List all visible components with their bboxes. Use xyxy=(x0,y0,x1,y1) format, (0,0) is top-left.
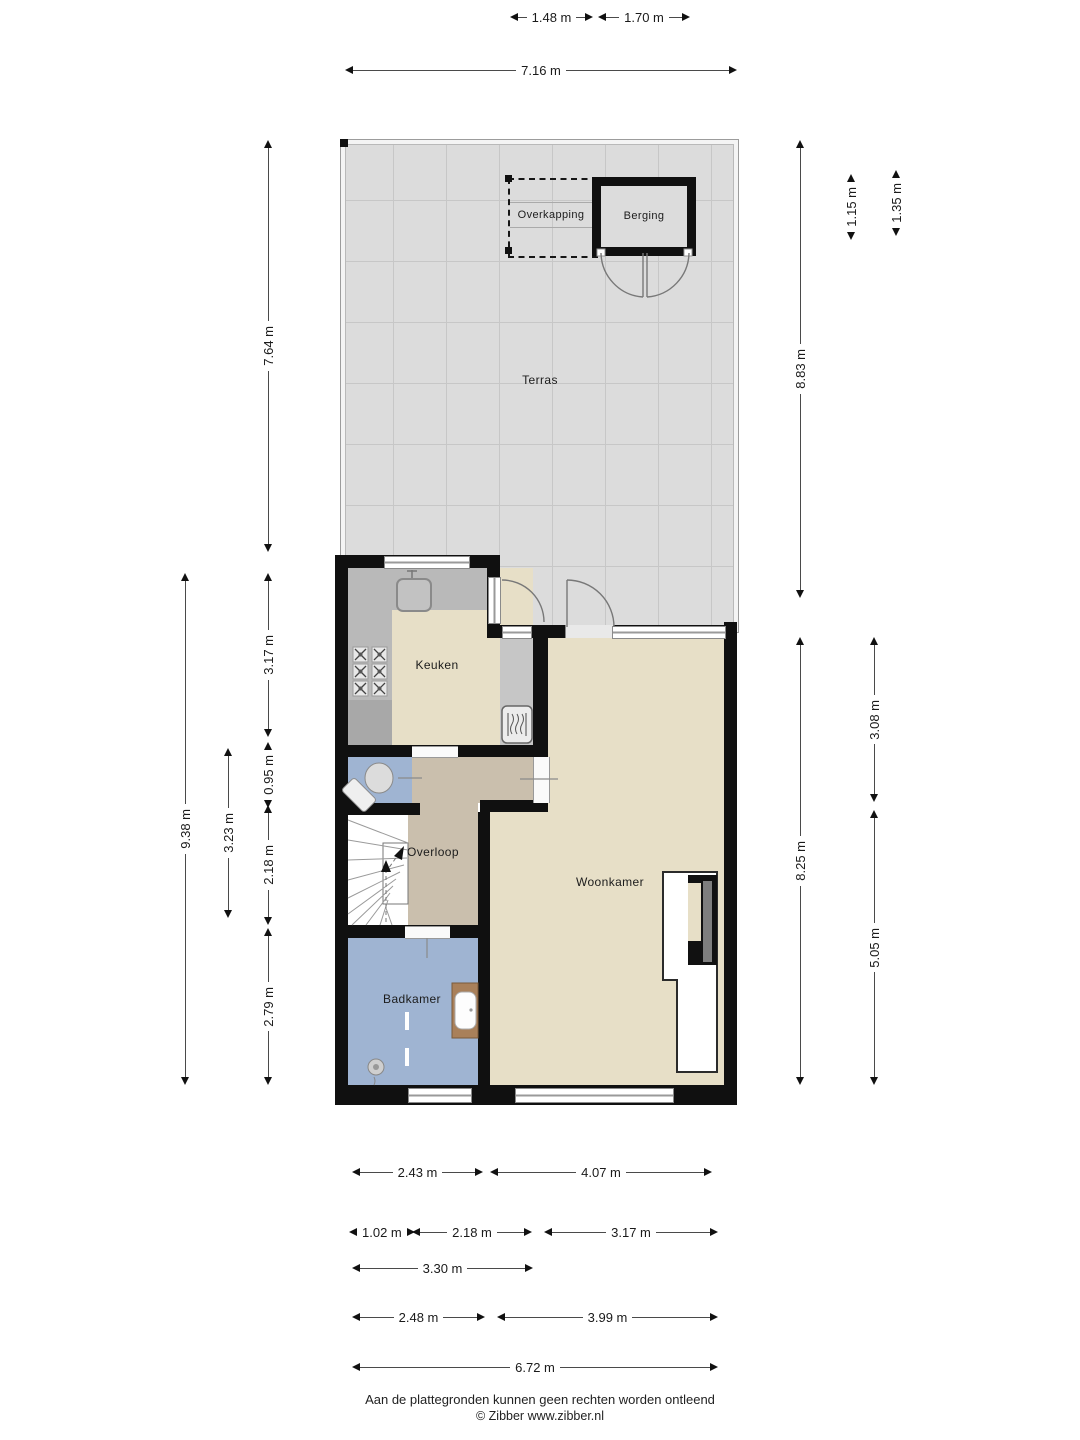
livingroom-floor xyxy=(490,812,548,1085)
bathroom-door-opening xyxy=(405,926,450,939)
canopy-post xyxy=(505,247,512,254)
toilet-floor xyxy=(348,757,412,803)
dimension-left-terrace: 7.64 m xyxy=(261,140,275,552)
terrace-door-opening xyxy=(565,625,614,638)
room-label-overloop: Overloop xyxy=(407,845,459,859)
bathroom-window xyxy=(408,1088,472,1103)
room-label-badkamer: Badkamer xyxy=(383,992,441,1006)
room-label-woonkamer: Woonkamer xyxy=(575,875,645,889)
dimension-bottom-2c: 3.17 m xyxy=(544,1225,718,1239)
living-window-bottom xyxy=(515,1088,674,1103)
footer-disclaimer: Aan de plattegronden kunnen geen rechten worden ontleend xyxy=(365,1392,715,1407)
bathroom-floor xyxy=(348,938,478,1085)
dimension-bottom-3: 3.30 m xyxy=(352,1261,533,1275)
room-label-keuken: Keuken xyxy=(415,658,459,672)
footer-copyright: © Zibber www.zibber.nl xyxy=(475,1409,604,1423)
dimension-right-lower: 5.05 m xyxy=(867,810,881,1085)
kitchen-appliance xyxy=(348,700,392,745)
landing-living-opening xyxy=(533,757,550,803)
canopy-post xyxy=(505,175,512,182)
dimension-right-shed: 1.35 m xyxy=(889,170,903,250)
wall-kitchen-living xyxy=(533,638,548,757)
dimension-left-bath: 2.79 m xyxy=(261,928,275,1085)
dimension-top-total: 7.16 m xyxy=(345,63,737,77)
kitchen-landing-opening xyxy=(412,746,458,758)
kitchen-counter-right xyxy=(500,638,533,757)
dimension-left-kitchen: 3.17 m xyxy=(261,573,275,737)
livingroom-floor xyxy=(548,638,724,1085)
dimension-top-right: 1.70 m xyxy=(598,10,690,24)
dimension-right-canopy: 1.15 m xyxy=(844,174,858,248)
canopy-roofline xyxy=(510,227,594,228)
canopy-roofline xyxy=(510,202,594,203)
dimension-right-terrace: 8.83 m xyxy=(793,140,807,598)
wall-right xyxy=(724,622,737,1105)
kitchen-door xyxy=(488,577,501,624)
dimension-top-left: 1.48 m xyxy=(510,10,593,24)
fence-post xyxy=(340,139,348,147)
dimension-left-hall: 2.18 m xyxy=(261,805,275,925)
dimension-left-total: 9.38 m xyxy=(178,573,192,1085)
wall-toilet-bottom xyxy=(335,803,420,815)
kitchen-window xyxy=(384,556,470,569)
dimension-bottom-4b: 3.99 m xyxy=(497,1310,718,1324)
living-window-small xyxy=(502,626,532,639)
dimension-right-total: 8.25 m xyxy=(793,637,807,1085)
dimension-bottom-1a: 2.43 m xyxy=(352,1165,483,1179)
living-window-top xyxy=(612,626,726,639)
dimension-right-upper: 3.08 m xyxy=(867,637,881,802)
landing-floor xyxy=(408,803,478,925)
wall-bath-living xyxy=(478,812,490,1085)
stairs-floor xyxy=(348,815,408,925)
dimension-bottom-1b: 4.07 m xyxy=(490,1165,712,1179)
dimension-bottom-4a: 2.48 m xyxy=(352,1310,485,1324)
wall-left xyxy=(335,555,348,1105)
landing-floor xyxy=(412,757,533,803)
sink xyxy=(396,578,432,612)
dimension-left-toilet: 0.95 m xyxy=(261,742,275,802)
dimension-bottom-2a: 1.02 m xyxy=(349,1225,407,1239)
room-label-terras: Terras xyxy=(522,373,558,387)
room-label-overkapping: Overkapping xyxy=(517,209,585,221)
dimension-left-stairzone: 3.23 m xyxy=(221,748,235,918)
dimension-bottom-2b: 2.18 m xyxy=(412,1225,532,1239)
room-label-berging: Berging xyxy=(623,210,665,222)
dimension-bottom-5: 6.72 m xyxy=(352,1360,718,1374)
